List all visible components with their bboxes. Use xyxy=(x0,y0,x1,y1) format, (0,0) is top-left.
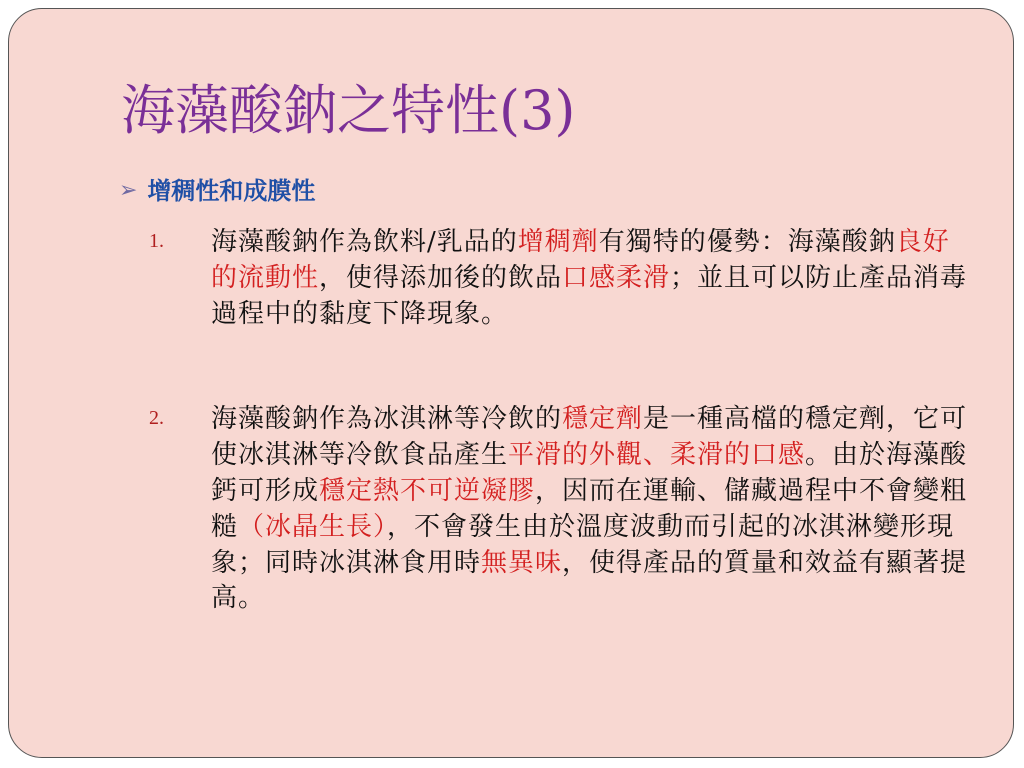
text-segment: 海藻酸鈉作為飲料/乳品的 xyxy=(211,227,518,257)
text-segment: ，不會發生由於溫度波動而引起的冰淇淋變形現象；同時冰淇淋食用時 xyxy=(211,511,955,578)
list-item-text xyxy=(211,402,971,617)
slide-title: 海藻酸鈉之特性(3) xyxy=(121,79,576,142)
highlighted-text: 口感柔滑 xyxy=(562,262,671,293)
highlighted-text: 良好的流動性 xyxy=(211,227,950,293)
text-segment: ；並且可以防止產品消毒過程中的黏度下降現象。 xyxy=(211,262,968,329)
arrow-bullet-icon: ➢ xyxy=(119,178,138,204)
list-item-text xyxy=(211,225,971,333)
slide xyxy=(8,8,1014,758)
highlighted-text: （冰晶生長） xyxy=(238,511,388,542)
text-segment: 是一種高檔的穩定劑，它可使冰淇淋等冷飲食品產生 xyxy=(211,404,968,470)
text-segment: ，因而在運輸、儲藏過程中不會變粗糙 xyxy=(211,475,968,542)
text-segment: 海藻酸鈉作為冰淇淋等冷飲的 xyxy=(211,404,563,434)
highlighted-text: 穩定熱不可逆凝膠 xyxy=(319,475,536,506)
text-segment: ，使得產品的質量和效益有顯著提高。 xyxy=(211,547,968,614)
highlighted-text: 無異味 xyxy=(481,547,563,578)
list-item-number: 1. xyxy=(149,230,164,252)
text-segment: ，使得添加後的飲品 xyxy=(319,262,563,293)
text-segment: 。由於海藻酸鈣可形成 xyxy=(211,439,968,506)
list-item-number: 2. xyxy=(149,407,164,429)
bullet-heading-text: 增稠性和成膜性 xyxy=(147,177,316,205)
bullet-heading xyxy=(119,177,315,206)
highlighted-text: 平滑的外觀、柔滑的口感 xyxy=(508,439,806,470)
highlighted-text: 增稠劑 xyxy=(517,227,599,257)
text-segment: 有獨特的優勢：海藻酸鈉 xyxy=(598,227,896,257)
highlighted-text: 穩定劑 xyxy=(562,404,644,434)
